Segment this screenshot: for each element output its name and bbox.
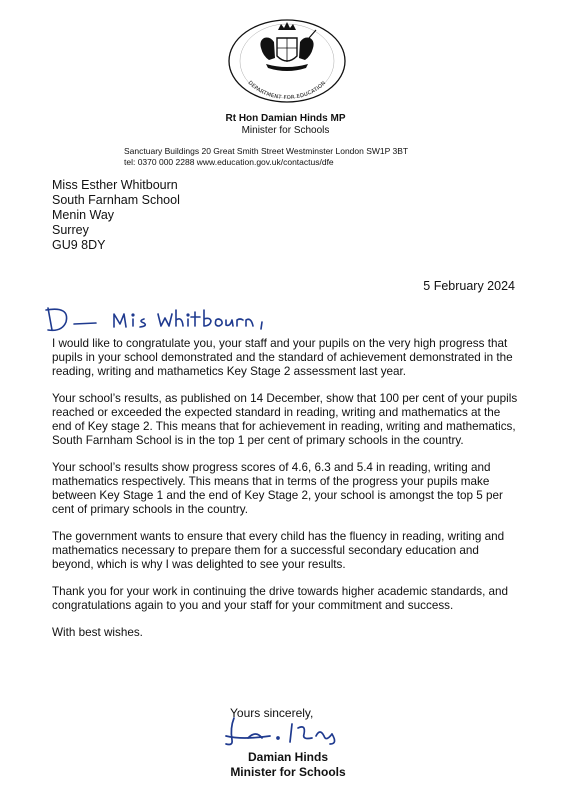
- recipient-line: Menin Way: [52, 208, 115, 222]
- department-crest-logo: [226, 18, 348, 104]
- minister-header: [0, 113, 571, 137]
- recipient-line: Surrey: [52, 223, 89, 237]
- body-paragraph: The government wants to ensure that every child has the fluency in reading, writing and mathematics necessary to prepare them for a successful secondary education and beyond, which is why I was delighted to see your results.: [52, 530, 505, 571]
- signoff-title: Minister for Schools: [230, 765, 346, 779]
- recipient-line: South Farnham School: [52, 193, 180, 207]
- address-line: Sanctuary Buildings 20 Great Smith Street Westminster London SW1P 3BT: [124, 146, 409, 156]
- department-address: [124, 146, 408, 168]
- svg-text:DEPARTMENT FOR EDUCATION: DEPARTMENT FOR EDUCATION: [246, 80, 328, 102]
- body-paragraph: Your school’s results show progress scores of 4.6, 6.3 and 5.4 in reading, writing and mathematics respectively. This means that in terms of the progress your pupils make between Key Stage 1 and the end of Key Stage 2, your school is amongst the top 5 per cent of primary schools in the country.: [52, 461, 503, 516]
- minister-name: Rt Hon Damian Hinds MP: [225, 113, 346, 124]
- recipient-line: Miss Esther Whitbourn: [52, 178, 178, 192]
- signoff-block: [222, 750, 354, 780]
- minister-title: Minister for Schools: [241, 125, 330, 136]
- closing-line: Yours sincerely,: [230, 706, 314, 720]
- body-paragraph: With best wishes.: [52, 626, 143, 639]
- letter-date: 5 February 2024: [423, 279, 515, 293]
- signoff-name: Damian Hinds: [247, 750, 328, 764]
- recipient-line: GU9 8DY: [52, 238, 106, 252]
- body-paragraph: Your school’s results, as published on 14 December, show that 100 per cent of your pupils reached or exceeded the expected standard in reading, writing and mathematics at the end of Key stage 2. This means that for achievement in reading, writing and mathematics, South Farnham School is in the top 1 per cent of primary schools in the country.: [52, 392, 518, 447]
- body-paragraph: Thank you for your work in continuing the drive towards higher academic standards, and congratulations again to you and your staff for your commitment and success.: [52, 585, 509, 612]
- contact-line: tel: 0370 000 2288 www.education.gov.uk/contactus/dfe: [124, 157, 334, 167]
- recipient-address: [52, 178, 180, 253]
- letter-body: [52, 337, 522, 653]
- body-paragraph: I would like to congratulate you, your staff and your pupils on the very high progress that pupils in your school demonstrated and the standard of achievement demonstrated in the reading, writing and mathametics Key Stage 2 assessment last year.: [52, 337, 513, 378]
- handwritten-signature: [212, 714, 362, 750]
- handwritten-salutation: [40, 302, 280, 336]
